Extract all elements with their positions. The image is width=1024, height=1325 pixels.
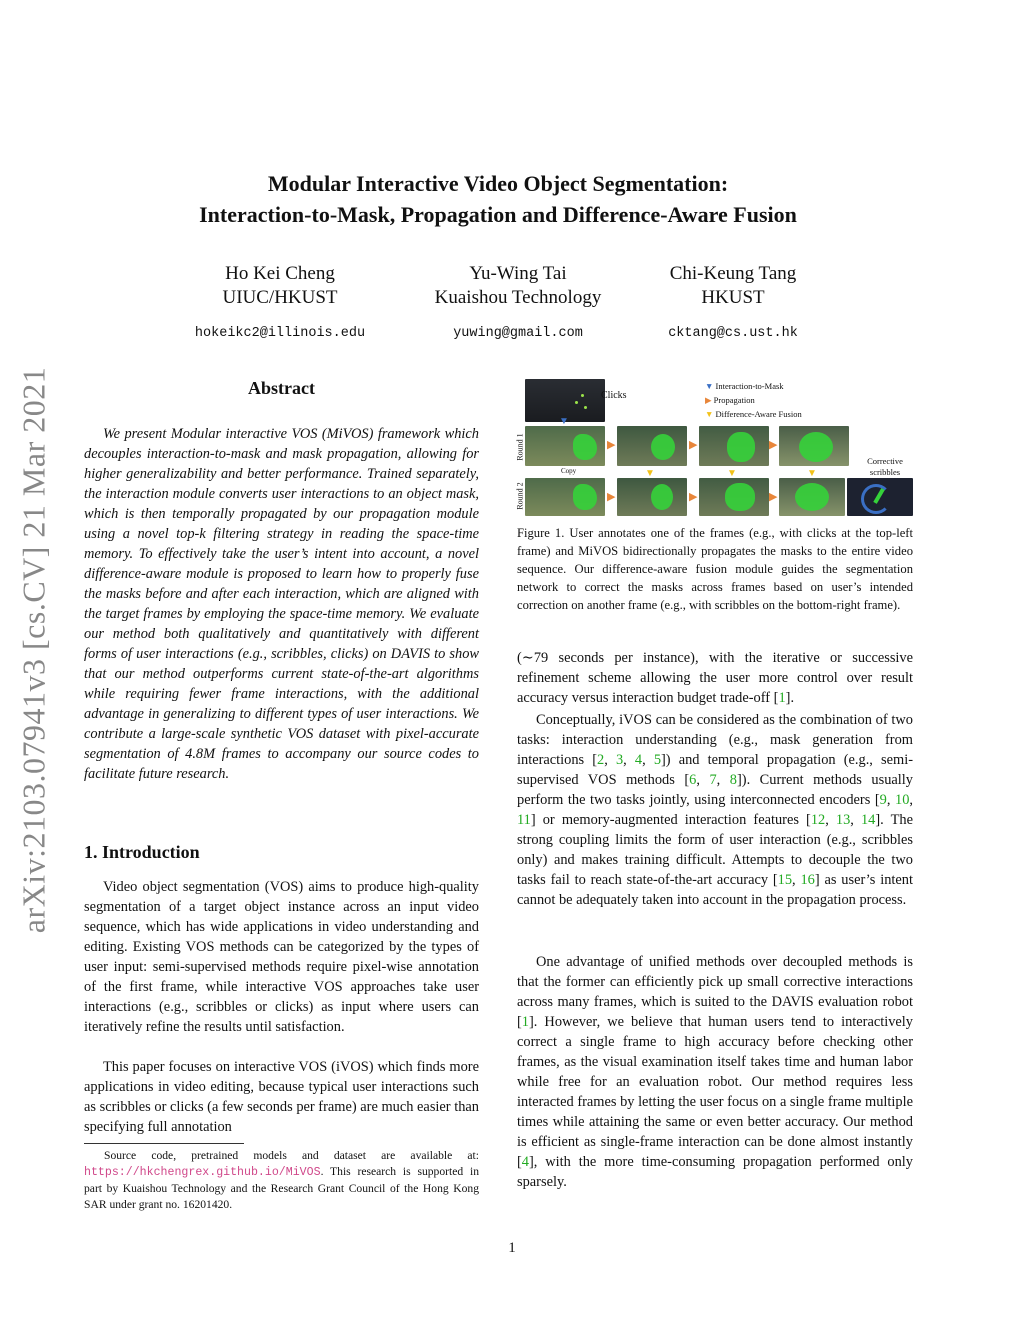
figure-caption: Figure 1. User annotates one of the frames (e.g., with clicks at the top-left frame) and MiVOS bidirectionally propagates the masks to the entire video sequence. Our difference-aware fusion module guides the segmentation network to correct the masks across frames based on user’s intended correction on another frame (e.g., with scribbles on the bottom-right frame).	[517, 526, 913, 612]
body-paragraph: (∼79 seconds per instance), with the iterative or successive refinement scheme allowing the user more control over result accuracy versus interaction budget trade-off [1].	[517, 650, 913, 706]
author-name: Yu-Wing Tai	[469, 263, 567, 284]
corrective-scribbles-label: Corrective scribbles	[867, 456, 903, 477]
figure-frame	[779, 478, 845, 516]
citation-link[interactable]: 15	[777, 872, 793, 888]
object-mask	[573, 434, 597, 460]
citation-link[interactable]: 1	[778, 690, 786, 706]
citation-link[interactable]: 8	[729, 772, 737, 788]
abstract-text: We present Modular interactive VOS (MiVOS) framework which decouples interaction-to-mask and mask propagation, allowing for higher generalizability and better performance. Trained separately, the interaction module converts user interactions to an object mask, which is then temporally propagated by our propagation module using a novel top-k filtering strategy in reading the space-time memory. To effectively take the user’s intent into account, a novel difference-aware module is proposed to learn how to properly fuse the masks before and after each interaction, which are aligned with the target frames by employing the space-time memory. We evaluate our method both qualitatively and quantitatively with different forms of user interactions (e.g., scribbles, clicks) on DAVIS to show that our method outperforms current state-of-the-art algorithms while requiring fewer frame interactions, with the additional advantage in generalizing to different types of user interactions. We contribute a large-scale synthetic VOS dataset with pixel-accurate segmentation of 4.8M frames to accompany our source codes to facilitate future research.	[84, 426, 479, 782]
figure-frame	[525, 426, 605, 466]
propagation-arrow-icon: ▶	[689, 439, 698, 451]
figure-frame	[617, 426, 687, 466]
paper-title	[120, 168, 876, 230]
copy-label: Copy	[561, 467, 577, 475]
citation-link[interactable]: 12	[810, 812, 826, 828]
object-mask	[727, 432, 755, 462]
interaction-arrow-icon: ▼	[559, 416, 569, 427]
arrow-down-icon: ▼	[705, 409, 714, 419]
figure-legend	[705, 379, 802, 421]
propagation-arrow-icon: ▶	[769, 439, 778, 451]
object-mask	[795, 483, 829, 511]
object-mask	[799, 432, 833, 462]
legend-label: Interaction-to-Mask	[715, 381, 784, 391]
propagation-arrow-icon: ▶	[689, 491, 698, 503]
footnote-text: . This research is supported in part by Kuaishou Technology and the Research Grant Council of the Hong Kong SAR under grant no. 16201420.	[84, 1165, 479, 1211]
author-block-1	[160, 262, 400, 346]
citation-link[interactable]: 9	[879, 792, 887, 808]
clicks-label: Clicks	[601, 390, 627, 401]
figure-frame	[699, 426, 769, 466]
citation-link[interactable]: 4	[634, 752, 643, 768]
round-1-label: Round 1	[515, 433, 525, 461]
citation-link[interactable]: 1	[521, 1014, 529, 1030]
author-block-3	[613, 262, 853, 346]
citation-link[interactable]: 16	[800, 872, 815, 888]
author-affiliation: Kuaishou Technology	[434, 287, 602, 308]
section-heading-introduction: 1. Introduction	[84, 842, 200, 862]
object-mask	[573, 484, 597, 510]
citation-link[interactable]: 7	[709, 772, 717, 788]
author-email[interactable]: hokeikc2@illinois.edu	[194, 326, 366, 341]
object-mask	[651, 434, 675, 460]
arxiv-id-text: arXiv:2103.07941v3 [cs.CV] 21 Mar 2021	[15, 366, 52, 934]
intro-paragraph-1: Video object segmentation (VOS) aims to produce high-quality segmentation of a target object instance across an input video sequence, which has wide applications in video understanding and editing. Existing VOS methods can be categorized by the types of user input: semi-supervised methods require pixel-wise annotation of the first frame, while interactive VOS approaches take user interactions (e.g., scribbles or clicks) as input where users can iteratively refine the results until satisfaction.	[84, 879, 479, 1035]
fusion-arrow-icon: ▼	[727, 468, 737, 479]
citation-link[interactable]: 2	[597, 752, 605, 768]
citation-link[interactable]: 13	[835, 812, 851, 828]
abstract-heading: Abstract	[248, 378, 315, 398]
page-number: 1	[508, 1240, 516, 1256]
author-email[interactable]: cktang@cs.ust.hk	[668, 326, 798, 341]
legend-label: Propagation	[713, 395, 755, 405]
fusion-arrow-icon: ▼	[645, 468, 655, 479]
figure-frame	[779, 426, 849, 466]
footnote-rule	[84, 1143, 244, 1144]
body-paragraph: Conceptually, iVOS can be considered as the combination of two tasks: interaction understanding (e.g., mask generation from interactions [2, 3, 4, 5]) and temporal propagation (e.g., semi-supervised VOS methods [6, 7, 8]). Current methods usually perform the two tasks jointly, using interconnected encoders [9, 10, 11] or memory-augmented interaction features [12, 13, 14]. The strong coupling limits the form of user interaction (e.g., scribbles only) and makes training difficult. Attempts to decouple the two tasks fail to reach state-of-the-art accuracy [15, 16] as user’s intent cannot be adequately taken into account in the propagation process.	[517, 712, 913, 908]
citation-link[interactable]: 5	[653, 752, 662, 768]
author-block-2	[398, 262, 638, 346]
figure-frame	[525, 478, 605, 516]
author-name: Chi-Keung Tang	[669, 263, 797, 284]
citation-link[interactable]: 6	[689, 772, 697, 788]
citation-link[interactable]: 3	[615, 752, 624, 768]
object-mask	[651, 484, 673, 510]
object-mask	[725, 483, 755, 511]
footnote-link[interactable]: https://hkchengrex.github.io/MiVOS	[84, 1166, 321, 1179]
arxiv-identifier	[4, 355, 64, 945]
footnote-text: Source code, pretrained models and dataset are available at:	[104, 1149, 479, 1162]
arrow-right-icon: ▶	[705, 395, 712, 405]
figure-frame	[699, 478, 769, 516]
title-line-1: Modular Interactive Video Object Segmentation:	[267, 171, 729, 196]
author-affiliation: UIUC/HKUST	[222, 287, 338, 308]
propagation-arrow-icon: ▶	[607, 439, 616, 451]
figure-frame	[617, 478, 687, 516]
author-affiliation: HKUST	[701, 287, 765, 308]
click-point	[581, 394, 584, 397]
legend-item-fusion	[705, 407, 802, 421]
propagation-arrow-icon: ▶	[769, 491, 778, 503]
author-email[interactable]: yuwing@gmail.com	[453, 326, 583, 341]
propagation-arrow-icon: ▶	[607, 491, 616, 503]
title-line-2: Interaction-to-Mask, Propagation and Difference-Aware Fusion	[199, 202, 797, 227]
legend-item-propagation	[705, 393, 802, 407]
citation-link[interactable]: 10	[895, 792, 910, 808]
fusion-arrow-icon: ▼	[807, 468, 817, 479]
legend-item-interaction	[705, 379, 802, 393]
body-paragraph: One advantage of unified methods over decoupled methods is that the former can efficiently pick up small corrective interactions across many frames, which is suited to the DAVIS evaluation robot [1]. However, we believe that human users tend to interactively correct a single frame to high accuracy before checking other frames, as the visual examination itself takes time and human labor while free for an evaluation robot. Our method requires less interacted frames by letting the user focus on a single frame multiple times while attaining the same or even better accuracy. Our method is efficient as single-frame interaction can be done almost instantly [4], with the more time-consuming propagation performed only sparsely.	[517, 954, 914, 1190]
figure-frame-scribble	[847, 478, 913, 516]
legend-label: Difference-Aware Fusion	[715, 409, 802, 419]
figure-1	[517, 372, 913, 518]
arrow-down-icon: ▼	[705, 381, 714, 391]
citation-link[interactable]: 14	[860, 812, 876, 828]
citation-link[interactable]: 11	[517, 812, 531, 828]
footnote	[84, 1148, 479, 1213]
click-point	[584, 406, 587, 409]
round-2-label: Round 2	[515, 482, 525, 510]
citation-link[interactable]: 4	[521, 1154, 529, 1170]
intro-paragraph-2: This paper focuses on interactive VOS (iVOS) which finds more applications in video editing, because typical user interactions such as scribbles or clicks (a few seconds per frame) are much easier than specifying full annotation	[84, 1059, 479, 1135]
click-point	[575, 401, 578, 404]
author-name: Ho Kei Cheng	[225, 263, 335, 284]
